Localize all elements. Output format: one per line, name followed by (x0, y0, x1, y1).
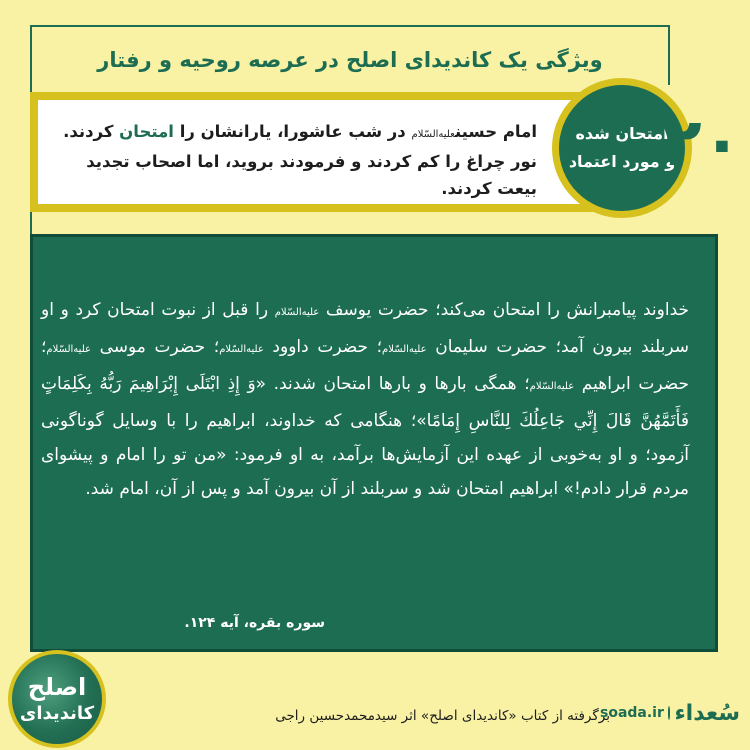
brand-dot-icon (668, 706, 671, 720)
badge-line-2: و مورد اعتماد (568, 152, 676, 171)
quran-reference: سوره بقره، آیه ۱۲۴. (184, 615, 325, 631)
intro-part-2: در شب عاشورا، یارانشان را (173, 122, 412, 141)
intro-part-1: امام حسین (454, 122, 537, 141)
body-honorific-5: علیه‌السّلام (529, 381, 575, 392)
item-number: ۲۰ (661, 104, 742, 181)
source-credit: برگرفته از کتاب «کاندیدای اصلح» اثر سیدمحمدحسین راجی (275, 708, 610, 724)
frame-line-top (30, 25, 670, 27)
body-honorific-4: علیه‌السّلام (46, 344, 91, 355)
body-honorific-1: علیه‌السّلام (274, 307, 320, 318)
intro-box (30, 92, 600, 212)
body-honorific-3: علیه‌السّلام (219, 344, 264, 355)
content-box (30, 234, 718, 652)
intro-part-3: کردند. نور چراغ را کم کردند و فرمودند بروید، اما اصحاب تجدید بیعت کردند. (63, 122, 537, 198)
intro-text (50, 118, 537, 202)
body-seg-1: خداوند پیامبرانش را امتحان می‌کند؛ حضرت یوسف (319, 300, 689, 320)
body-seg-5: ؛ حضرت ابراهیم (41, 337, 689, 394)
badge-line-1: امتحان شده (575, 124, 669, 143)
campaign-logo (8, 650, 106, 748)
intro-honorific: علیه‌السّلام (411, 129, 455, 140)
brand-logo[interactable] (600, 688, 740, 738)
body-honorific-2: علیه‌السّلام (382, 344, 427, 355)
logo-line-1: اصلح (27, 673, 87, 701)
brand-mark: سُعداء (674, 700, 740, 726)
brand-url: soada.ir (600, 705, 664, 721)
page-title: ویژگی یک کاندیدای اصلح در عرصه روحیه و رفتار (97, 48, 603, 72)
body-seg-2: را قبل از نبوت امتحان کرد و او سربلند بیرون آمد؛ حضرت سلیمان (41, 300, 689, 357)
body-seg-6: ؛ همگی بارها و بارها امتحان شدند. «وَ إِذِ ابْتَلَى إِبْرَاهِيمَ رَبُّهُ بِكَلِمَاتٍ فَأَتَمَّهُنَّ قَالَ إِنِّي جَاعِلُكَ لِلنَّاسِ إِمَامًا»؛ هنگامی که خداوند، ابراهیم را با وسایل گوناگونی آزمود؛ و او به‌خوبی از عهده این آزمایش‌ها برآمد، به او فرمود: «من تو را امام و پیشوای مردم قرار دادم!» ابراهیم امتحان شد و سربلند از آن بیرون آمد و پس از آن، امام شد. (41, 374, 689, 499)
logo-line-2: کاندیدای (19, 703, 95, 724)
body-seg-3: ؛ حضرت داوود (263, 337, 383, 357)
body-text (41, 293, 689, 506)
intro-highlight: امتحان (119, 122, 174, 141)
frame-line-right (668, 25, 670, 85)
body-seg-4: ؛ حضرت موسی (90, 337, 220, 357)
